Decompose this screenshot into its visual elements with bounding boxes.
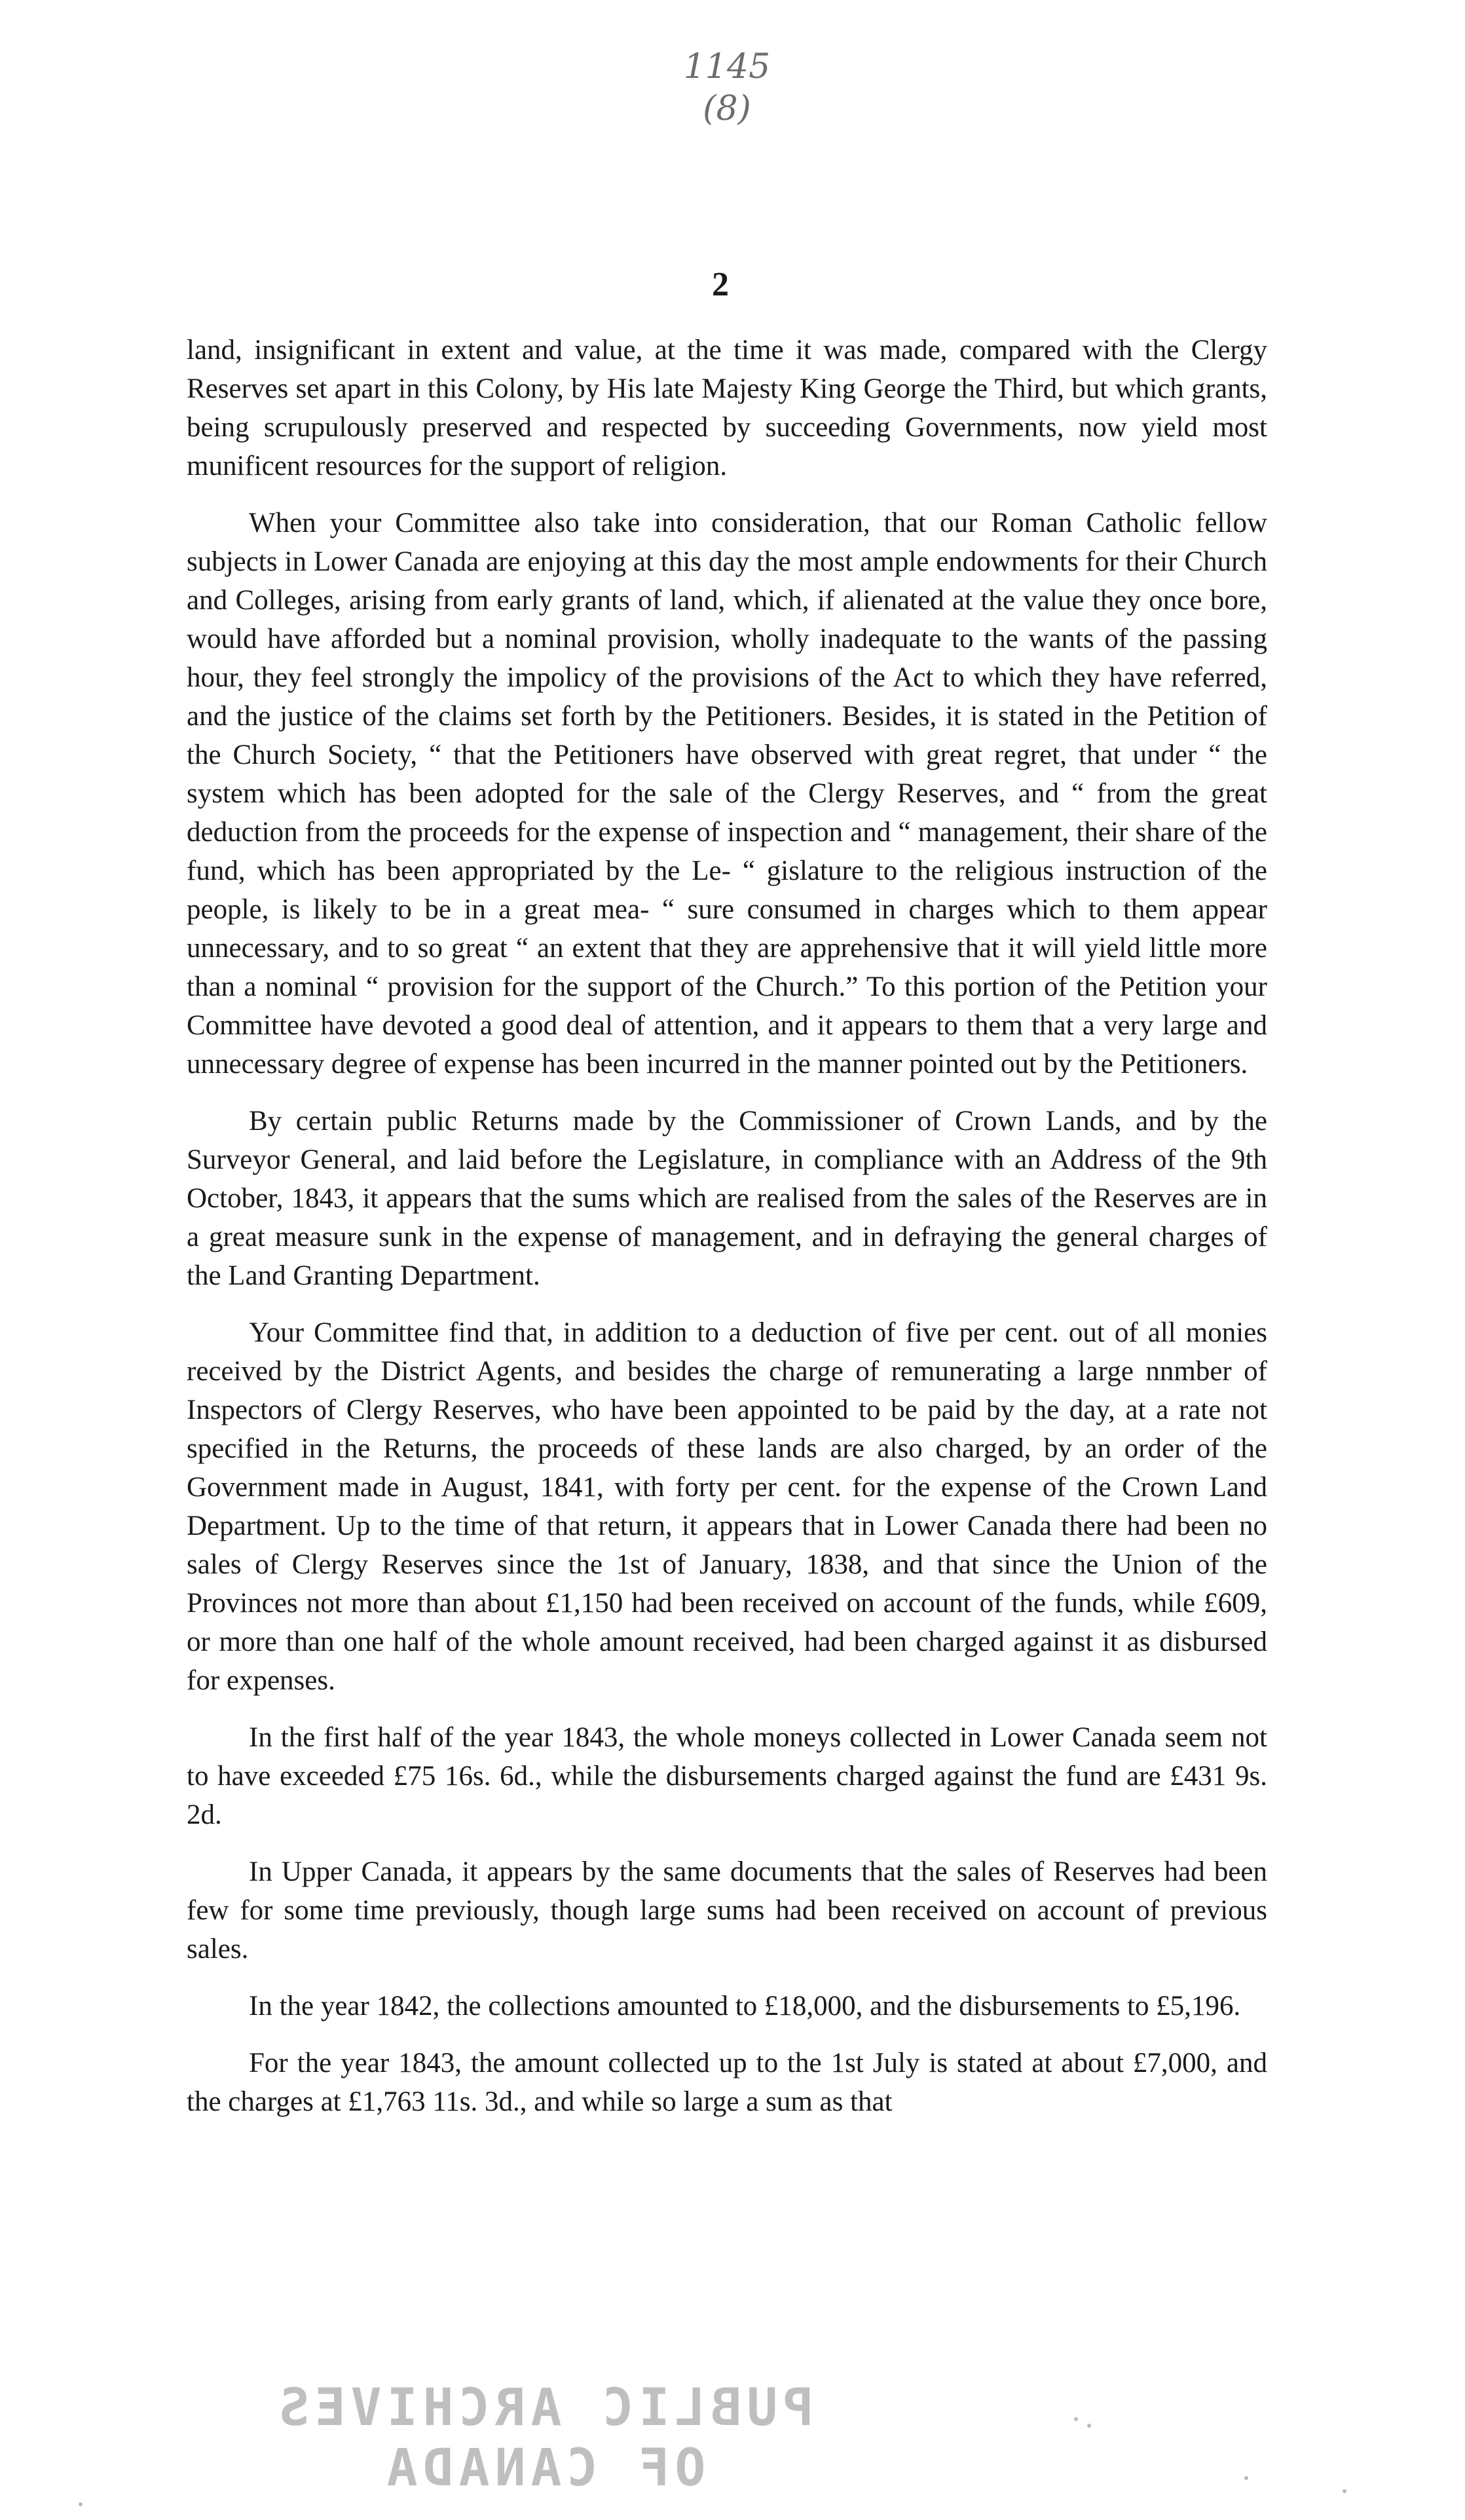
paper-speck	[1074, 2417, 1078, 2421]
paper-speck	[1343, 2489, 1346, 2493]
paper-speck	[1244, 2476, 1248, 2480]
document-body	[187, 331, 1267, 2139]
handwritten-note-line-1: 1145	[683, 47, 771, 86]
handwritten-note-line-2: (8)	[703, 89, 751, 128]
paragraph-upper-canada: In Upper Canada, it appears by the same documents that the sales of Reserves had been few for some time previously, though large sums had been received on account of previous sales.	[187, 1856, 1267, 1965]
stamp-line-2: OF CANADA	[381, 2439, 706, 2498]
stamp-line-1: PUBLIC ARCHIVES	[273, 2379, 814, 2437]
paragraph-continuation: land, insignificant in extent and value, at the time it was made, compared with the Clergy Reserves set apart in this Colony, by His late Majesty King George the Third, but which grants, being scrupulously preserved and respected by succeeding Governments, now yield most munificent resources for the support of religion.	[187, 335, 1267, 481]
paragraph-roman-catholic-endowments: When your Committee also take into consideration, that our Roman Catholic fellow subjects in Lower Canada are enjoying at this day the most ample endowments for their Church and Colleges, arising from early grants of land, which, if alienated at the value they once bore, would have afforded but a nominal provision, wholly inadequate to the wants of the passing hour, they feel strongly the impolicy of the provisions of the Act to which they have referred, and the justice of the claims set forth by the Petitioners. Besides, it is stated in the Petition of the Church Society, “ that the Petitioners have observed with great regret, that under “ the system which has been adopted for the sale of the Clergy Reserves, and “ from the great deduction from the proceeds for the expense of inspection and “ management, their share of the fund, which has been appropriated by the Le- “ gislature to the religious instruction of the people, is likely to be in a great mea- “ sure consumed in charges which to them appear unnecessary, and to so great “ an extent that they are apprehensive that it will yield little more than a nominal “ provision for the support of the Church.” To this portion of the Petition your Committee have devoted a good deal of attention, and it appears to them that a very large and unnecessary degree of expense has been incurred in the manner pointed out by the Petitioners.	[187, 508, 1267, 1080]
paragraph-year-1843: For the year 1843, the amount collected up to the 1st July is stated at about £7,000, and the charges at £1,763 11s. 3d., and while so large a sum as that	[187, 2048, 1267, 2117]
paper-speck	[79, 2502, 83, 2506]
page-number: 2	[712, 266, 729, 303]
paragraph-deductions: Your Committee find that, in addition to a deduction of five per cent. out of all monies received by the District Agents, and besides the charge of remunerating a large nnmber of Inspectors of Clergy Reserves, who have been appointed to be paid by the day, at a rate not specified in the Returns, the proceeds of these lands are also charged, by an order of the Government made in August, 1841, with forty per cent. for the expense of the Crown Land Department. Up to the time of that return, it appears that in Lower Canada there had been no sales of Clergy Reserves since the 1st of January, 1838, and that since the Union of the Provinces not more than about £1,150 had been received on account of the funds, while £609, or more than one half of the whole amount received, had been charged against it as disbursed for expenses.	[187, 1317, 1267, 1696]
paper-speck	[1087, 2424, 1091, 2428]
paragraph-lower-canada-1843: In the first half of the year 1843, the whole moneys collected in Lower Canada seem not to have exceeded £75 16s. 6d., while the disbursements charged against the fund are £431 9s. 2d.	[187, 1722, 1267, 1830]
paragraph-year-1842: In the year 1842, the collections amounted to £18,000, and the disbursements to £5,196.	[249, 1991, 1241, 2022]
archives-perforation-stamp	[249, 2378, 838, 2509]
handwritten-archive-note	[661, 46, 792, 157]
paragraph-public-returns: By certain public Returns made by the Commissioner of Crown Lands, and by the Surveyor General, and laid before the Legislature, in compliance with an Address of the 9th October, 1843, it appears that the sums which are realised from the sales of the Reserves are in a great measure sunk in the expense of management, and in defraying the general charges of the Land Granting Department.	[187, 1106, 1267, 1291]
